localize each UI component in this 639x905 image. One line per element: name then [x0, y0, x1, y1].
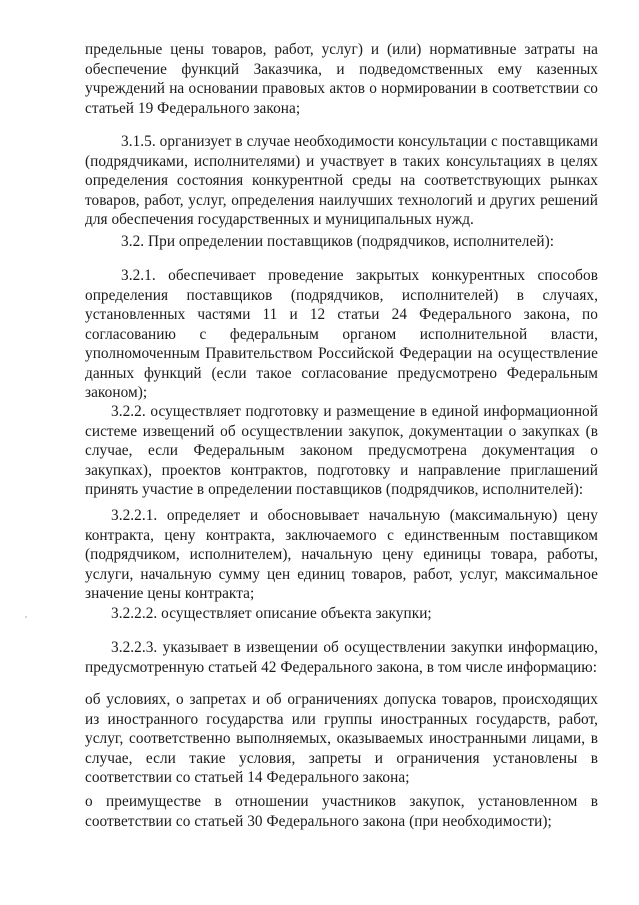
paragraph-3-1-5: 3.1.5. организует в случае необходимости консультации с поставщиками (подрядчиками, исполнителями) и участвует в таких консультациях в целях определения состояния конкурентной среды на соответствующих рынках товаров, работ, услуг, определения наилучших технологий и других решений для обеспечения государственных и муниципальных нужд. — [85, 133, 598, 228]
paragraph-3-2-2-2: 3.2.2.2. осуществляет описание объекта закупки; — [111, 605, 432, 622]
paragraph-3-2-1: 3.2.1. обеспечивает проведение закрытых конкурентных способов определения поставщиков (подрядчиков, исполнителей) в случаях, установленных частями 11 и 12 статьи 24 Федерального закона, по согласованию с федеральным органом исполнительной власти, уполномоченным Правительством Российской Федерации на осуществление данных функций (если такое согласование предусмотрено Федеральным законом); — [85, 267, 598, 401]
paragraph-3-2-2: 3.2.2. осуществляет подготовку и размещение в единой информационной системе извещений об осуществлении закупок, документации о закупках (в случае, если Федеральным законом предусмотрена документация о закупках), проектов контрактов, подготовку и направление приглашений принять участие в определении поставщиков (подрядчиков, исполнителей): — [85, 403, 598, 498]
paragraph-3-2: 3.2. При определении поставщиков (подрядчиков, исполнителей): — [121, 233, 555, 250]
paragraph-participant-preference: о преимуществе в отношении участников закупок, установленном в соответствии со статьей 30 Федерального закона (при необходимости); — [85, 793, 598, 830]
paragraph-import-conditions: об условиях, о запретах и об ограничениях допуска товаров, происходящих из иностранного государства или группы иностранных государств, работ, услуг, соответственно выполняемых, оказываемых иностранными лицами, в случае, если такие условия, запреты и ограничения установлены в соответствии со статьей 14 Федерального закона; — [85, 691, 598, 786]
paragraph-price-limits: предельные цены товаров, работ, услуг) и (или) нормативные затраты на обеспечение функций Заказчика, и подведомственных ему казенных учреждений на основании правовых актов о нормировании в соответствии со статьей 19 Федерального закона; — [85, 41, 598, 117]
scan-speck — [25, 616, 27, 618]
paragraph-3-2-2-3: 3.2.2.3. указывает в извещении об осуществлении закупки информацию, предусмотренную статьей 42 Федерального закона, в том числе информацию: — [85, 639, 598, 676]
paragraph-3-2-2-1: 3.2.2.1. определяет и обосновывает начальную (максимальную) цену контракта, цену контракта, заключаемого с единственным поставщиком (подрядчиком, исполнителем), начальную цену единицы товара, работы, услуги, начальную сумму цен единиц товаров, работ, услуг, максимальное значение цены контракта; — [85, 507, 598, 602]
